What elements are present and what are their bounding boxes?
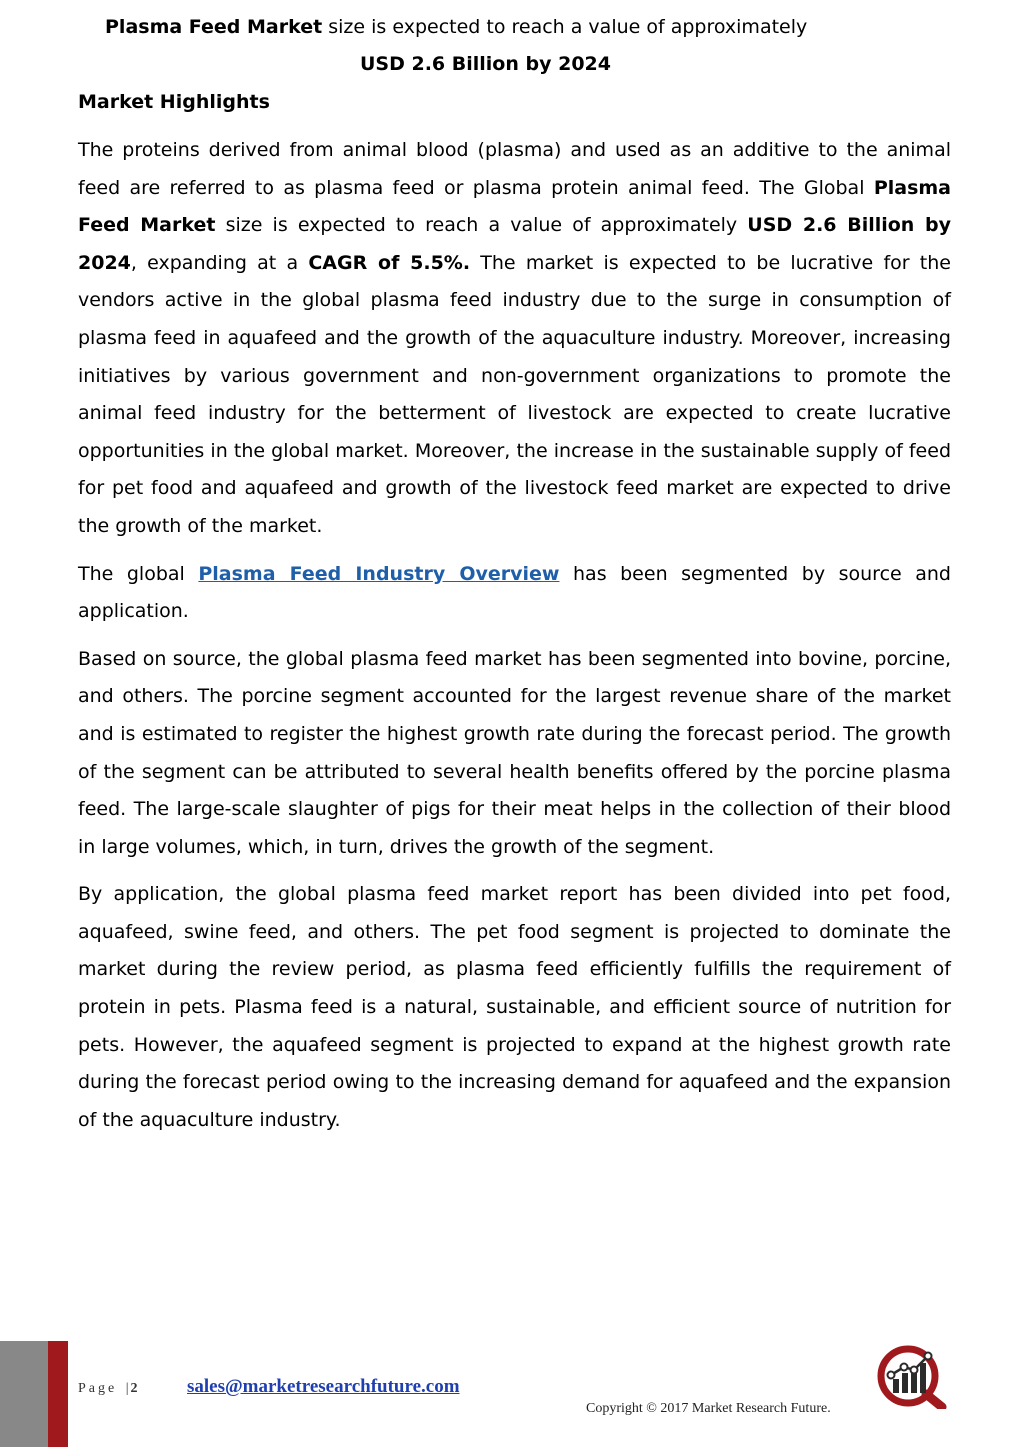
p2-text-2: has been segmented by source and application. [78,562,951,623]
p1-text-2: size is expected to reach a value of approximately [215,214,748,237]
title-market-name: Plasma Feed Market [105,16,323,38]
footer-bar-red [48,1341,68,1447]
market-research-future-logo-icon [876,1343,952,1409]
footer-bar-gray [0,1341,48,1447]
industry-overview-link[interactable]: Plasma Feed Industry Overview [198,562,560,585]
paragraph-segmentation [78,556,951,631]
sales-email-link[interactable]: sales@marketresearchfuture.com [187,1376,460,1397]
p1-bold-market: Plasma Feed Market [78,176,951,237]
body-text [78,132,951,1149]
page-number-label [78,1381,138,1397]
title-line-rest: size is expected to reach a value of approximately [322,16,808,38]
section-heading: Market Highlights [78,91,270,113]
p1-bold-value: USD 2.6 Billion by 2024 [78,214,952,274]
paragraph-application: By application, the global plasma feed market report has been divided into pet food, aquafeed, swine feed, and others. The pet food segment is projected to dominate the market during the review period, as plasma feed efficiently fulfills the requirement of protein in pets. Plasma feed is a natural, sustainable, and efficient source of nutrition for pets. However, the aquafeed segment is projected to expand at the highest growth rate during the forecast period owing to the increasing demand for aquafeed and the expansion of the aquaculture industry. [78,883,951,1131]
page-number: 2 [130,1381,138,1396]
p1-text-3: , expanding at a [130,251,309,274]
paragraph-intro [78,132,951,546]
p2-text-1: The global [78,562,199,585]
p1-text-4: The market is expected to be lucrative for the vendors active in the global plasma feed industry due to the surge in consumption of plasma feed in aquafeed and the growth of the aquaculture industry. Moreover, increasing initiatives by various government and non-government organizations to promote the animal feed industry for the betterment of livestock are expected to create lucrative opportunities in the global market. Moreover, the increase in the sustainable supply of feed for pet food and aquafeed and growth of the livestock feed market are expected to drive the growth of the market. [78,251,951,537]
copyright-text: Copyright © 2017 Market Research Future. [586,1401,831,1416]
paragraph-source: Based on source, the global plasma feed market has been segmented into bovine, porcine, and others. The porcine segment accounted for the largest revenue share of the market and is estimated to register the highest growth rate during the forecast period. The growth of the segment can be attributed to several health benefits offered by the porcine plasma feed. The large-scale slaughter of pigs for their meat helps in the collection of their blood in large volumes, which, in turn, drives the growth of the segment. [78,647,951,858]
page-separator: | [125,1381,129,1396]
title-value-line: USD 2.6 Billion by 2024 [360,53,611,75]
title-line [105,14,1005,40]
p1-bold-cagr: CAGR of 5.5%. [308,251,471,274]
page-word: Page [78,1381,118,1396]
p1-text-1: The proteins derived from animal blood (plasma) and used as an additive to the animal feed are referred to as plasma feed or plasma protein animal feed. The Global [78,139,951,199]
